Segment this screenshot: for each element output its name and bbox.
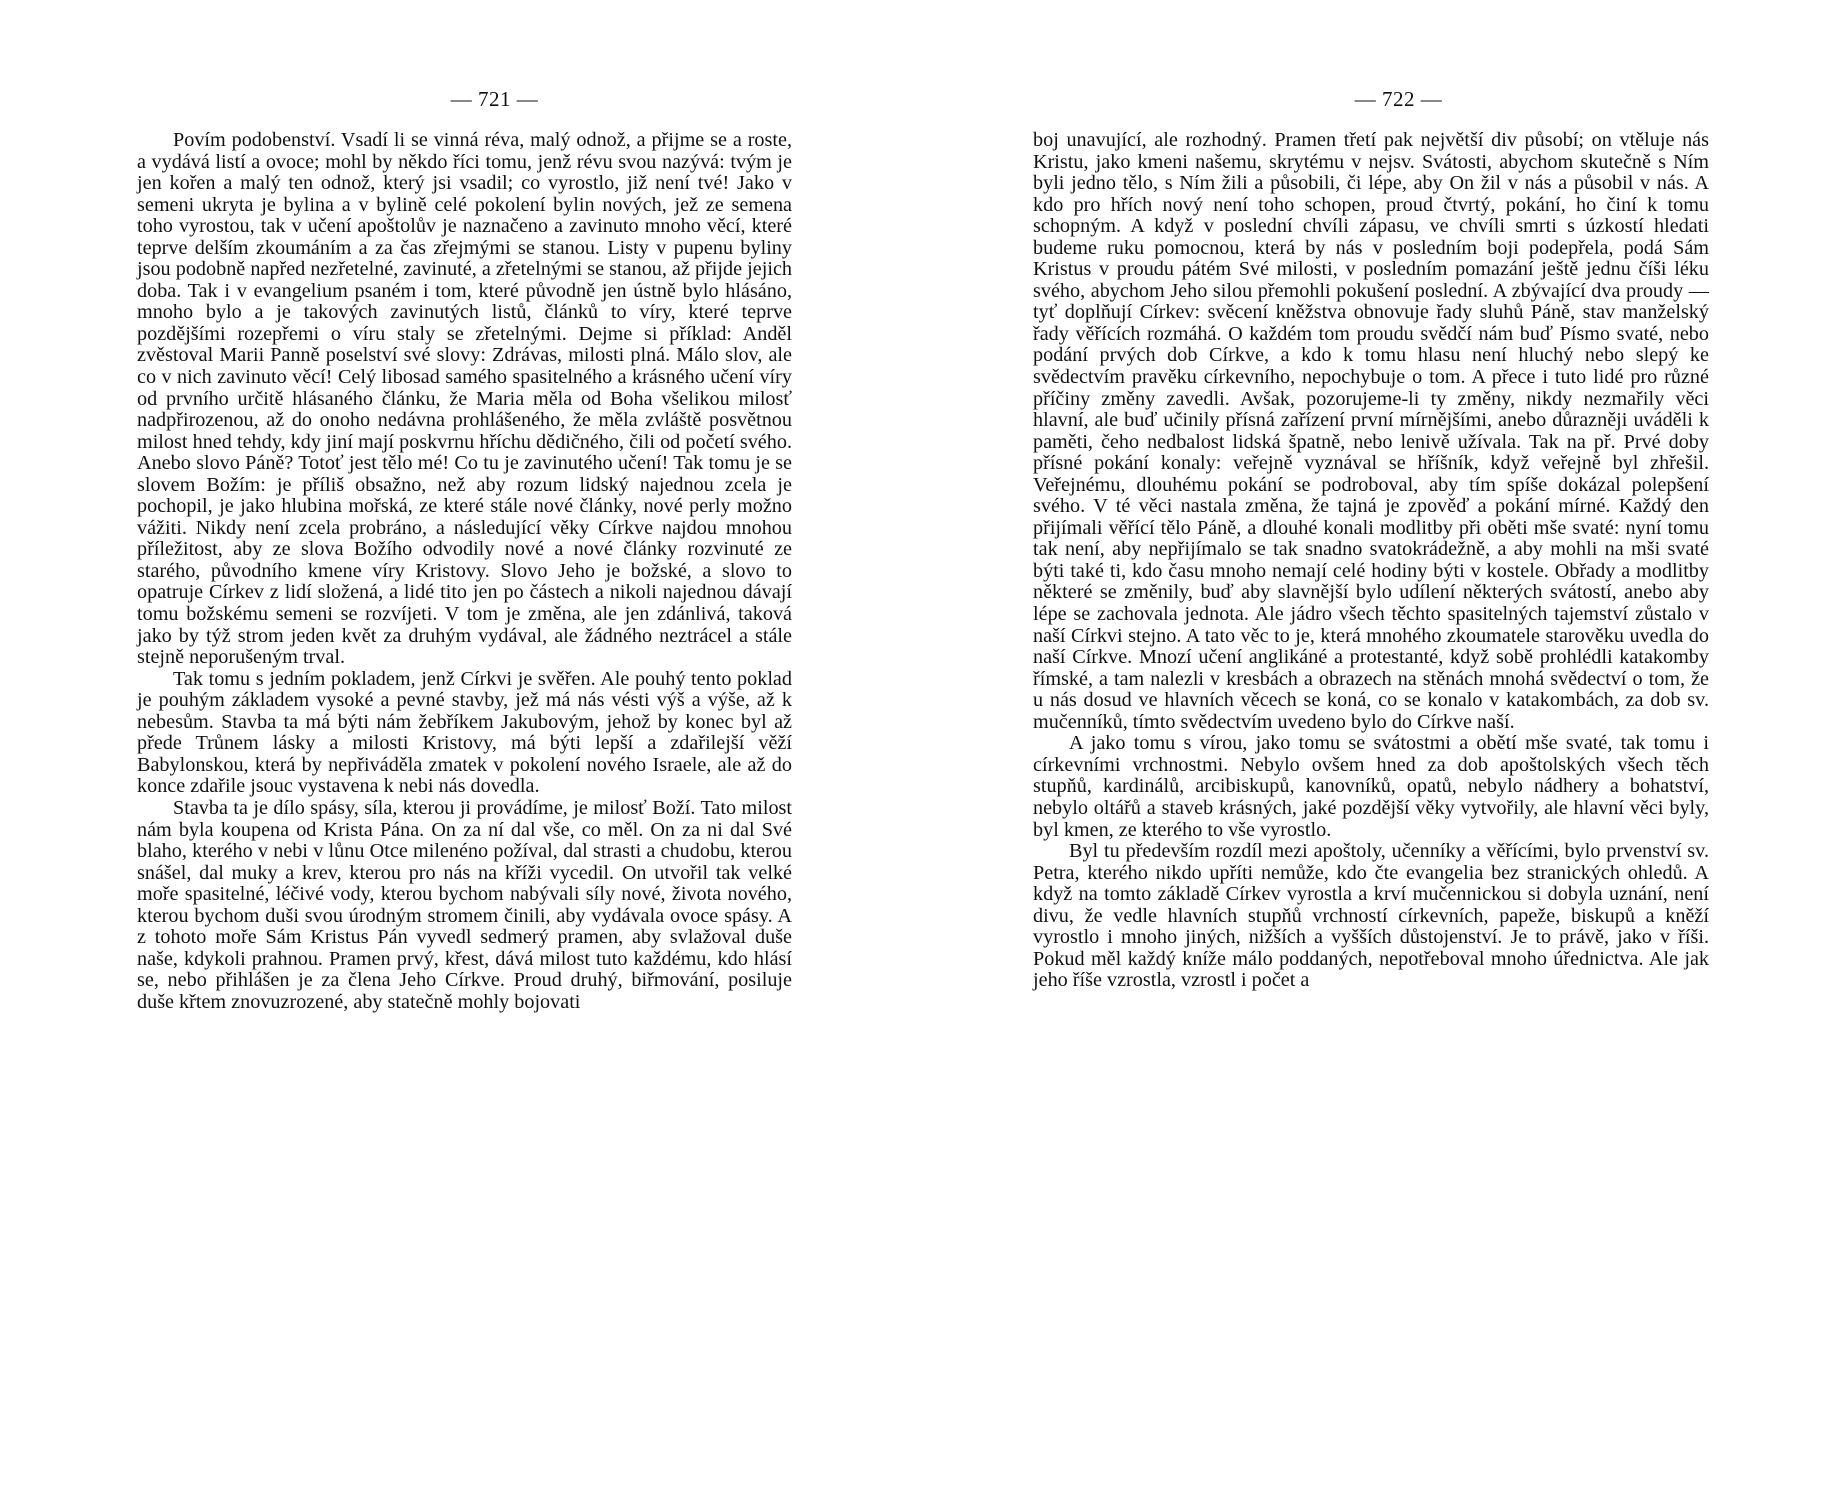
page-number: — 722 —: [1354, 87, 1443, 111]
left-page: [137, 0, 792, 1013]
paragraph: boj unavující, ale rozhodný. Pramen třetí pak největší div působí; on vtěluje nás Kristu, jako kmeni našemu, skrytému v nejsv. Svátosti, abychom skutečně s Ním byli jedno tělo, s Ním žili a působili, či lépe, aby On žil v nás a působil v nás. A kdo pro hřích nový není toho schopen, proud čtvrtý, pokání, ho činí k tomu schopným. A když v poslední chvíli zápasu, ve chvíli smrti s úzkostí hledati budeme ruku pomocnou, která by nás v posledním boji podepřela, podá Sám Kristus v proudu pátém Své milosti, v posledním pomazání ještě jednu číši léku svého, abychom Jeho silou přemohli pokušení poslední. A zbývající dva proudy — tyť doplňují Církev: svěcení kněžstva obnovuje řady sluhů Páně, stav manželský řady věřících rozmáhá. O každém tom proudu svědčí nám buď Písmo svaté, nebo podání prvých dob Církve, a kdo k tomu hlasu není hluchý nebo slepý ke svědectvím pravěku církevního, nepochybuje o tom. A přece i tuto lidé pro různé příčiny změny zavedli. Avšak, pozorujeme-li ty změny, nikdy nezmařily věci hlavní, ale buď učinily přísná zařízení první mírnějšími, anebo důrazněji uváděli k paměti, čeho nedbalost lidská špatně, nebo lenivě užívala. Tak na př. Prvé doby přísné pokání konaly: veřejně vyznával se hříšník, když veřejně byl zhřešil. Veřejnému, dlouhému pokání se podroboval, aby tím spíše dokázal polepšení svého. V té věci nastala změna, že tajná je zpověď a pokání mírné. Každý den přijímali věřící tělo Páně, a dlouhé konali modlitby při oběti mše svaté: nyní tomu tak není, aby nepřijímalo se tak snadno svatokrádežně, a aby mohli na mši svaté býti také ti, kdo času mnoho nemají celé hodiny býti v kostele. Obřady a modlitby některé se změnily, buď aby slavnější bylo udílení některých svátostí, anebo aby lépe se zachovala jednota. Ale jádro všech těchto spasitelných tajemství zůstalo v naší Církvi stejno. A tato věc to je, která mnohého zkoumatele starověku uvedla do naší Církve. Mnozí učení anglikáné a protestanté, když sobě prohlédli katakomby římské, a tam nalezli v kresbách a obrazech na stěnách mnohá svědectví o tom, že u nás dosud ve hlavních věcech se koná, co se konalo v katakombách, za dob sv. mučenníků, tímto svědectvím uvedeno bylo do Církve naší.: [1033, 129, 1709, 733]
paragraph: Tak tomu s jedním pokladem, jenž Církvi je svěřen. Ale pouhý tento poklad je pouhým základem vysoké a pevné stavby, jež má nás vésti výš a výše, až k nebesům. Stavba ta má býti nám žebříkem Jakubovým, jehož by konec byl až přede Trůnem lásky a milosti Kristovy, má býti lepší a zdařilejší věží Babylonskou, která by nepřiváděla zmatek v pokolení nového Israele, ale až do konce zdařile jsouc vystavena k nebi nás dovedla.: [137, 667, 792, 798]
right-page: [1033, 0, 1709, 992]
paragraph: Povím podobenství. Vsadí li se vinná réva, malý odnož, a přijme se a roste, a vydává listí a ovoce; mohl by někdo říci tomu, jenž révu svou nazývá: tvým je jen kořen a malý ten odnož, který jsi vsadil; co vyrostlo, již není tvé! Jako v semeni ukryta je bylina a v bylině celé pokolení bylin nových, jež ze semena toho vyrostou, tak v učení apoštolův je naznačeno a zavinuto mnoho věcí, které teprve delším zkoumáním a za čas zřejmými se stanou. Listy v pupenu byliny jsou podobně napřed nezřetelné, zavinuté, a zřetelnými se stanou, až přijde jejich doba. Tak i v evangelium psaném i tom, které původně jen ústně bylo hlásáno, mnoho bylo a je takových zavinutých listů, článků to víry, které teprve pozdějšími rozepřemi o víru staly se zřetelnými. Dejme si příklad: Anděl zvěstoval Marii Panně poselství své slovy: Zdrávas, milosti plná. Málo slov, ale co v nich zavinuto věcí! Celý libosad samého spasitelného a krásného učení víry od prvního určitě hlásaného článku, že Maria měla od Boha všelikou milosť nadpřirozenou, až do onoho nedávna prohlášeného, že měla zvláště posvětnou milost hned tehdy, kdy jiní mají poskvrnu hříchu dědičného, čili od početí svého. Anebo slovo Páně? Totoť jest tělo mé! Co tu je zavinutého učení! Tak tomu je se slovem Božím: je příliš obsažno, než aby rozum lidský najednou zcela je pochopil, je jako hlubina mořská, ze které stále nové články, nové perly možno vážiti. Nikdy není zcela probráno, a následující věky Církve najdou mnohou příležitost, aby ze slova Božího odvodily nové a nové články rozvinuté ze starého, původního kmene víry Kristovy. Slovo Jeho je božské, a slovo to opatruje Církev z lidí složená, a lidé tito jen po částech a nikoli najednou dávají tomu božskému semeni se rozvíjeti. V tom je změna, ale jen zdánlivá, taková jako by týž strom jeden květ za druhým vydával, ale žádného neztrácel a stále stejně neporušeným trval.: [137, 129, 792, 669]
paragraph: Byl tu především rozdíl mezi apoštoly, učenníky a věřícími, bylo prvenství sv. Petra, kterého nikdo upříti nemůže, kdo čte evangelia bez stranických ohledů. A když na tomto základě Církev vyrostla a krví mučennickou si dobyla uznání, není divu, že vedle hlavních stupňů vrchností církevních, papeže, biskupů a kněží vyrostlo i mnoho jiných, nižších a vyšších důstojenství. Je to právě, jako v říši. Pokud měl každý kníže málo poddaných, nepotřeboval mnoho úřednictva. Ale jak jeho říše vzrostla, vzrostl i počet a: [1033, 840, 1709, 992]
paragraph: A jako tomu s vírou, jako tomu se svátostmi a obětí mše svaté, tak tomu i církevními vrchnostmi. Nebylo ovšem hned za dob apoštolských všech těch stupňů, kardinálů, arcibiskupů, kanovníků, opatů, nebylo nádhery a bohatství, nebylo oltářů a staveb krásných, jaké pozdější věky vytvořily, ale hlavní věci byly, byl kmen, ze kterého to vše vyrostlo.: [1033, 732, 1709, 841]
page-number: — 721 —: [450, 87, 539, 111]
paragraph: Stavba ta je dílo spásy, síla, kterou ji provádíme, je milosť Boží. Tato milost nám byla koupena od Krista Pána. On za ní dal vše, co měl. On za ni dal Své blaho, kterého v nebi v lůnu Otce milenéno požíval, dal strasti a chudobu, kterou snášel, dal muky a krev, kterou pro nás na kříži vycedil. On utvořil tak velké moře spasitelné, léčivé vody, kterou bychom nabývali síly nové, života nového, kterou bychom duši svou úrodným stromem činili, aby vydávala ovoce spásy. A z tohoto moře Sám Kristus Pán vyvedl sedmerý pramen, aby svlažoval duše naše, kdykoli prahnou. Pramen prvý, křest, dává milost tuto každému, kdo hlásí se, nebo přihlášen je za člena Jeho Církve. Proud druhý, biřmování, posiluje duše křtem znovuzrozené, aby statečně mohly bojovati: [137, 796, 792, 1013]
